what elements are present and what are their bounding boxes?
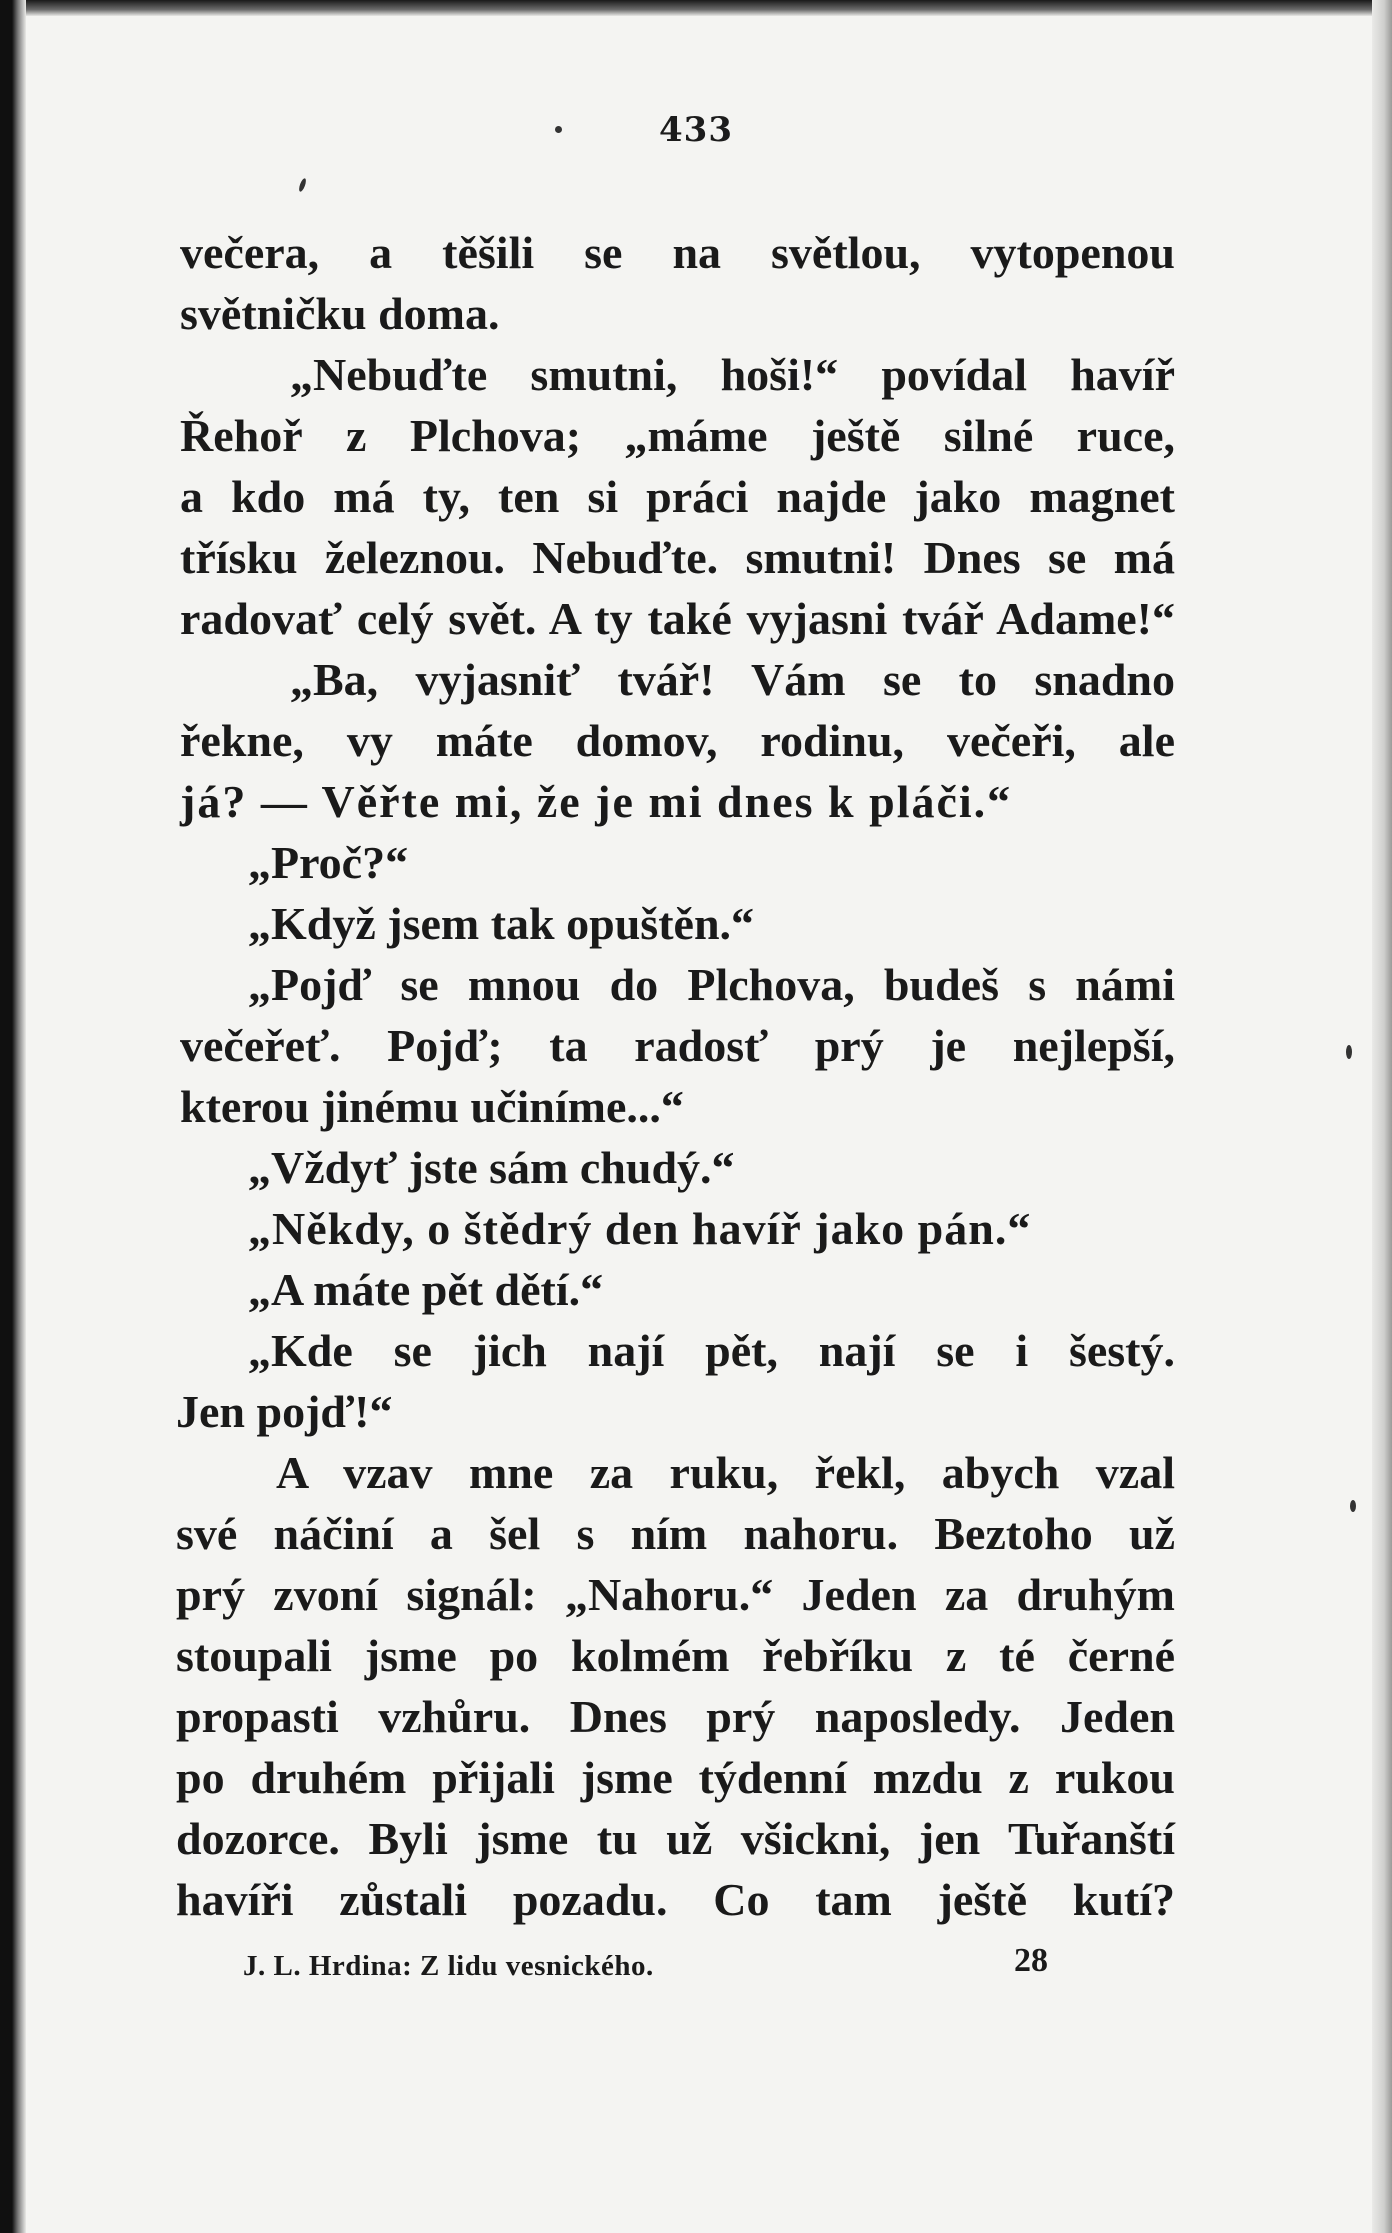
text-line: večera, a těšili se na světlou, vytopenou: [180, 227, 1175, 278]
text-line: „Kde se jich nají pět, nají se i šestý.: [248, 1325, 1175, 1376]
scan-top-edge: [0, 0, 1392, 16]
text-line: „Nebuďte smutni, hoši!“ povídal havíř: [290, 349, 1175, 400]
text-line: prý zvoní signál: „Nahoru.“ Jeden za druhým: [176, 1569, 1175, 1620]
text-line: propasti vzhůru. Dnes prý naposledy. Jeden: [176, 1691, 1175, 1742]
scan-left-edge: [0, 0, 26, 2233]
text-line: stoupali jsme po kolmém řebříku z té černé: [176, 1630, 1175, 1681]
text-line: radovať celý svět. A ty také vyjasni tvář Adame!“: [180, 593, 1175, 644]
text-line: řekne, vy máte domov, rodinu, večeři, ale: [180, 715, 1175, 766]
text-line: já? — Věřte mi, že je mi dnes k pláči.“: [180, 776, 1013, 827]
text-line: „Proč?“: [248, 837, 409, 888]
text-line: třísku železnou. Nebuďte. smutni! Dnes se má: [180, 532, 1175, 583]
text-line: večeřeť. Pojď; ta radosť prý je nejlepší,: [180, 1020, 1175, 1071]
text-line: „Někdy, o štědrý den havíř jako pán.“: [248, 1203, 1032, 1254]
ink-speck: [298, 178, 307, 193]
text-line: Řehoř z Plchova; „máme ještě silné ruce,: [180, 410, 1175, 461]
text-line: své náčiní a šel s ním nahoru. Beztoho už: [176, 1508, 1175, 1559]
text-line: dozorce. Byli jsme tu už všickni, jen Tuřanští: [176, 1813, 1175, 1864]
ink-speck: [1346, 1045, 1352, 1059]
scan-right-edge: [1372, 0, 1392, 2233]
body-text: [176, 222, 1175, 1930]
text-line: světničku doma.: [180, 288, 500, 339]
text-line: „Vždyť jste sám chudý.“: [248, 1142, 735, 1193]
text-line: A vzav mne za ruku, řekl, abych vzal: [276, 1447, 1175, 1498]
printer-signature: J. L. Hrdina: Z lidu vesnického.: [243, 1950, 654, 1982]
page-number: 433: [659, 110, 733, 150]
text-line: Jen pojď!“: [176, 1386, 393, 1437]
sheet-number: 28: [1014, 1942, 1048, 1979]
text-line: „Pojď se mnou do Plchova, budeš s námi: [248, 959, 1175, 1010]
text-line: „Když jsem tak opuštěn.“: [248, 898, 755, 949]
ink-speck: [1350, 1500, 1356, 1512]
text-line: „Ba, vyjasniť tvář! Vám se to snadno: [290, 654, 1175, 705]
text-line: a kdo má ty, ten si práci najde jako magnet: [180, 471, 1175, 522]
text-line: kterou jinému učiníme...“: [180, 1081, 684, 1132]
text-line: po druhém přijali jsme týdenní mzdu z rukou: [176, 1752, 1175, 1803]
text-line: „A máte pět dětí.“: [248, 1264, 604, 1315]
text-line: havíři zůstali pozadu. Co tam ještě kutí?: [176, 1874, 1175, 1925]
